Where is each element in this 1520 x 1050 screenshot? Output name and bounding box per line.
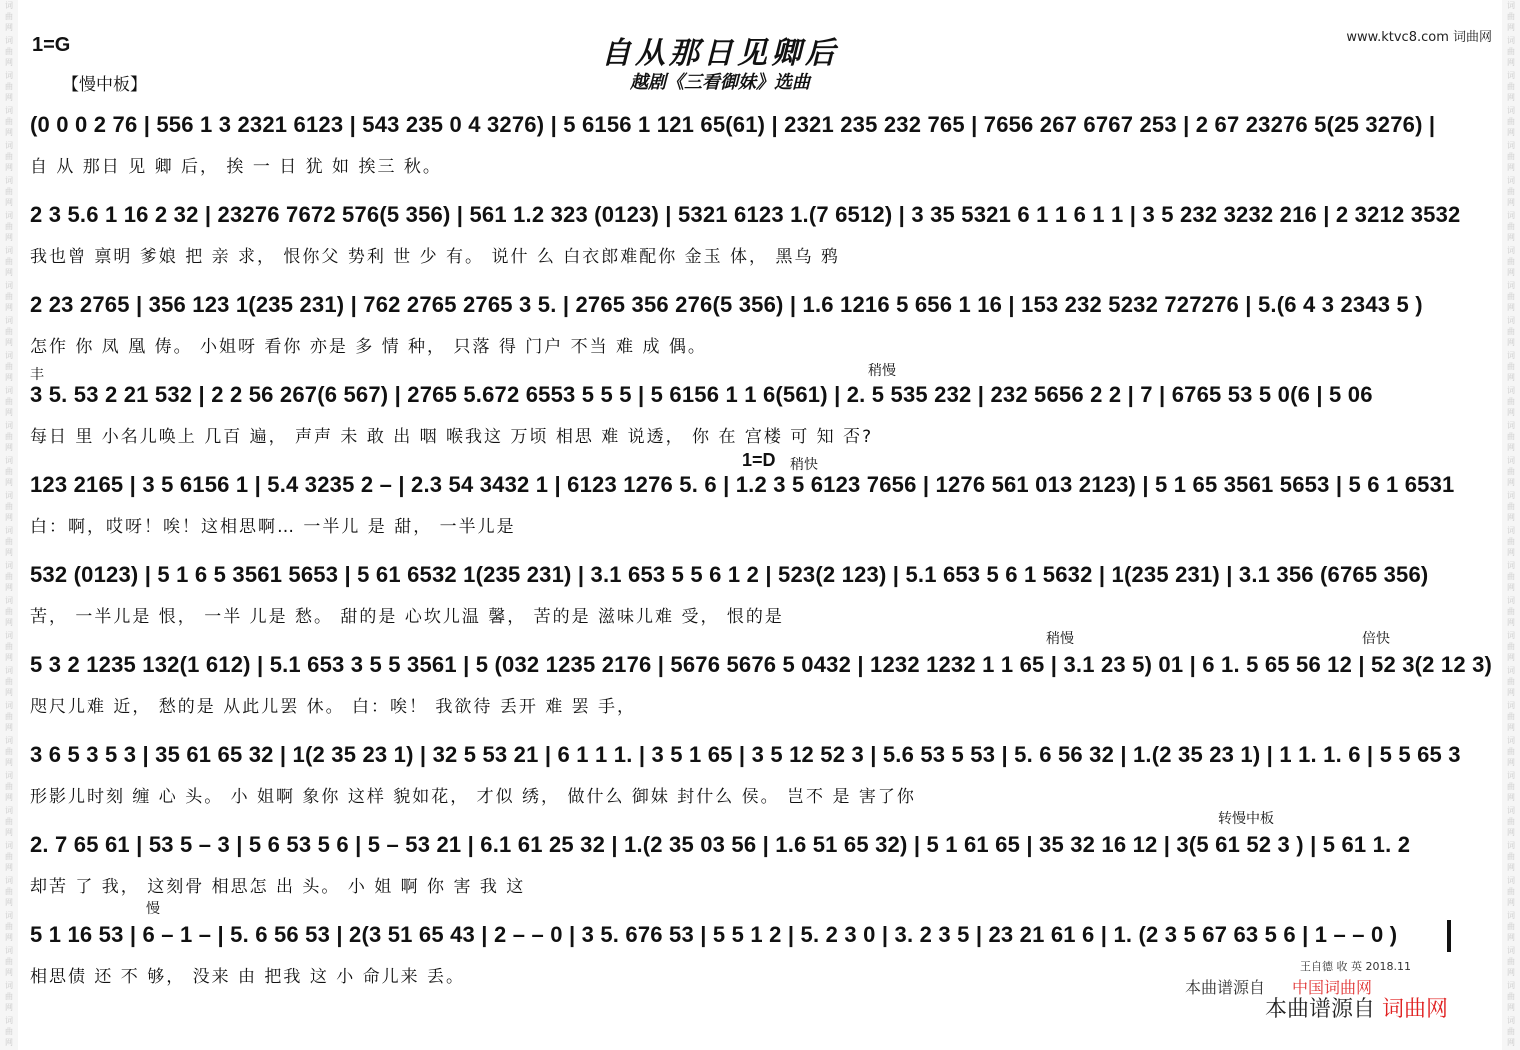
lyrics-line: 相思债 还 不 够， 没来 由 把我 这 小 命儿来 丢。 [30, 967, 466, 986]
lyrics-line: 自 从 那日 见 卿 后， 挨 一 日 犹 如 挨三 秋。 [30, 157, 442, 176]
notation-line: (0 0 0 2 76 | 556 1 3 2321 6123 | 543 235 0 4 3276) | 5 6156 1 121 65(61) | 2321 235 232 765 | 7656 267 6767 253 | 2 67 23276 5(25 3276) | [30, 112, 1436, 137]
watermark-glyphs: 词 曲 网 [1507, 771, 1515, 802]
watermark-glyphs: 词 曲 网 [5, 141, 13, 172]
watermark-glyphs: 词 曲 网 [5, 561, 13, 592]
score-row-7 [30, 652, 1492, 742]
watermark-glyphs: 词 曲 网 [5, 71, 13, 102]
watermark-glyphs: 词 曲 网 [5, 736, 13, 767]
watermark-glyphs: 词 曲 网 [5, 176, 13, 207]
watermark-glyphs: 词 曲 网 [5, 771, 13, 802]
mark-slightly-fast: 稍快 [790, 457, 818, 473]
score-row-3 [30, 292, 1492, 382]
notation-line: 2. 7 65 61 | 53 5 – 3 | 5 6 53 5 6 | 5 – 53 21 | 6.1 61 25 32 | 1.(2 35 03 56 | 1.6 51 65 32) | 5 1 61 65 | 35 32 16 12 | 3(5 61 52 3 ) | 5 61 1. 2 [30, 832, 1411, 857]
website-label: www.ktvc8.com 词曲网 [1346, 30, 1492, 45]
watermark-glyphs: 词 曲 网 [1507, 351, 1515, 382]
right-watermark-strip [1502, 0, 1520, 1050]
watermark-glyphs: 词 曲 网 [1507, 281, 1515, 312]
watermark-glyphs: 词 曲 网 [1507, 911, 1515, 942]
watermark-glyphs: 词 曲 网 [1507, 1, 1515, 32]
score-row-2 [30, 202, 1492, 292]
watermark-glyphs: 词 曲 网 [5, 386, 13, 417]
watermark-glyphs: 词 曲 网 [5, 351, 13, 382]
source-prefix: 本曲谱源自 [1265, 997, 1376, 1022]
score-row-1 [30, 112, 1492, 202]
notation-line: 2 3 5.6 1 16 2 32 | 23276 7672 576(5 356) | 561 1.2 323 (0123) | 5321 6123 1.(7 6512) | 3 35 5321 6 1 1 6 1 1 | 3 5 232 3232 216 | 2 3212 3532 [30, 202, 1461, 227]
left-watermark-strip [0, 0, 18, 1050]
score-row-6 [30, 562, 1492, 652]
song-subtitle: 越剧《三看御妹》选曲 [630, 72, 810, 93]
watermark-glyphs: 词 曲 网 [5, 36, 13, 67]
lyrics-line: 形影儿时刻 缠 心 头。 小 姐啊 象你 这样 貌如花， 才似 绣， 做什么 御妹 封什么 侯。 岂不 是 害了你 [30, 787, 916, 806]
watermark-glyphs: 词 曲 网 [5, 666, 13, 697]
watermark-glyphs: 词 曲 网 [1507, 386, 1515, 417]
watermark-glyphs: 词 曲 网 [5, 1016, 13, 1047]
watermark-glyphs: 词 曲 网 [1507, 71, 1515, 102]
notation-line: 5 1 16 53 | 6 – 1 – | 5. 6 56 53 | 2(3 51 65 43 | 2 – – 0 | 3 5. 676 53 | 5 5 1 2 | 5. 2 3 0 | 3. 2 3 5 | 23 21 61 6 | 1. (2 3 5 67 63 5 6 | 1 – – 0 ) [30, 922, 1398, 947]
source-credit [1265, 992, 1448, 1023]
notation-line: 2 23 2765 | 356 123 1(235 231) | 762 2765 2765 3 5. | 2765 356 276(5 356) | 1.6 1216 5 656 1 16 | 153 232 5232 727276 | 5.(6 4 3 2343 5 ) [30, 292, 1423, 317]
watermark-glyphs: 词 曲 网 [5, 456, 13, 487]
watermark-glyphs: 词 曲 网 [1507, 596, 1515, 627]
key-signature: 1=G [32, 34, 71, 56]
lyrics-line: 白：啊，哎呀！唉！这相思啊… 一半儿 是 甜， 一半儿是 [30, 517, 516, 536]
notation-line: 3 5. 53 2 21 532 | 2 2 56 267(6 567) | 2765 5.672 6553 5 5 5 | 5 6156 1 1 6(561) | 2. 5 535 232 | 232 5656 2 2 | 7 | 6765 53 5 0(6 | 5 06 [30, 382, 1373, 407]
mark-key-change: 1=D [742, 450, 776, 470]
watermark-glyphs: 词 曲 网 [1507, 876, 1515, 907]
watermark-glyphs: 词 曲 网 [5, 981, 13, 1012]
watermark-glyphs: 词 曲 网 [5, 1, 13, 32]
transcriber-note: 王自德 收 英 2018.11 [1300, 960, 1411, 973]
watermark-glyphs: 词 曲 网 [5, 701, 13, 732]
watermark-glyphs: 词 曲 网 [1507, 456, 1515, 487]
mark-slow: 慢 [146, 901, 160, 917]
watermark-glyphs: 词 曲 网 [1507, 736, 1515, 767]
faded-site-watermark: 中国词曲网 [1292, 978, 1373, 997]
tempo-marking: 【慢中板】 [62, 75, 147, 95]
lyrics-line: 却苦 了 我， 这刻骨 相思怎 出 头。 小 姐 啊 你 害 我 这 [30, 877, 526, 896]
mark-slow-mid-tempo: 转慢中板 [1218, 811, 1274, 827]
lyrics-line: 苦， 一半儿是 恨， 一半 儿是 愁。 甜的是 心坎儿温 馨， 苦的是 滋味儿难 受， 恨的是 [30, 607, 784, 626]
watermark-glyphs: 词 曲 网 [5, 281, 13, 312]
score-row-5 [30, 472, 1492, 562]
watermark-glyphs: 词 曲 网 [5, 876, 13, 907]
watermark-glyphs: 词 曲 网 [1507, 981, 1515, 1012]
watermark-glyphs: 词 曲 网 [5, 211, 13, 242]
notation-line: 3 6 5 3 5 3 | 35 61 65 32 | 1(2 35 23 1) | 32 5 53 21 | 6 1 1 1. | 3 5 1 65 | 3 5 12 52 3 | 5.6 53 5 53 | 5. 6 56 32 | 1.(2 35 23 1) | 1 1. 1. 6 | 5 5 65 3 [30, 742, 1461, 767]
faded-source-watermark: 本曲谱源自 [1185, 978, 1266, 997]
watermark-glyphs: 词 曲 网 [5, 316, 13, 347]
watermark-glyphs: 词 曲 网 [1507, 141, 1515, 172]
watermark-glyphs: 词 曲 网 [1507, 316, 1515, 347]
mark-double-fast: 倍快 [1362, 631, 1390, 647]
watermark-glyphs: 词 曲 网 [1507, 246, 1515, 277]
source-site-link[interactable]: 词曲网 [1382, 997, 1449, 1022]
notation-line: 5 3 2 1235 132(1 612) | 5.1 653 3 5 5 3561 | 5 (032 1235 2176 | 5676 5676 5 0432 | 1232 1232 1 1 65 | 3.1 23 5) 01 | 6 1. 5 65 56 12 | 52 3(2 12 3) [30, 652, 1492, 677]
watermark-glyphs: 词 曲 网 [1507, 36, 1515, 67]
watermark-glyphs: 词 曲 网 [5, 841, 13, 872]
watermark-glyphs: 词 曲 网 [5, 246, 13, 277]
lyrics-line: 怎作 你 凤 凰 俦。 小姐呀 看你 亦是 多 情 种， 只落 得 门户 不当 难 成 偶。 [30, 337, 707, 356]
watermark-glyphs: 词 曲 网 [5, 526, 13, 557]
watermark-glyphs: 词 曲 网 [1507, 631, 1515, 662]
watermark-glyphs: 词 曲 网 [1507, 806, 1515, 837]
mark-slightly-slow-2: 稍慢 [1046, 631, 1074, 647]
mark-trill: 丰 [30, 367, 44, 383]
song-title: 自从那日见卿后 [601, 36, 839, 71]
watermark-glyphs: 词 曲 网 [1507, 841, 1515, 872]
watermark-glyphs: 词 曲 网 [5, 491, 13, 522]
notation-line: 123 2165 | 3 5 6156 1 | 5.4 3235 2 – | 2.3 54 3432 1 | 6123 1276 5. 6 | 1.2 3 5 6123 7656 | 1276 561 013 2123) | 5 1 65 3561 5653 | 5 6 1 6531 [30, 472, 1455, 497]
watermark-glyphs: 词 曲 网 [1507, 106, 1515, 137]
watermark-glyphs: 词 曲 网 [5, 806, 13, 837]
watermark-glyphs: 词 曲 网 [1507, 211, 1515, 242]
watermark-glyphs: 词 曲 网 [5, 596, 13, 627]
watermark-glyphs: 词 曲 网 [1507, 946, 1515, 977]
score-row-9 [30, 832, 1492, 922]
lyrics-line: 我也曾 禀明 爹娘 把 亲 求， 恨你父 势利 世 少 有。 说什 么 白衣郎难配你 金玉 体， 黑乌 鸦 [30, 247, 840, 266]
watermark-glyphs: 词 曲 网 [5, 911, 13, 942]
watermark-glyphs: 词 曲 网 [1507, 1016, 1515, 1047]
watermark-glyphs: 词 曲 网 [5, 421, 13, 452]
watermark-glyphs: 词 曲 网 [1507, 666, 1515, 697]
watermark-glyphs: 词 曲 网 [5, 946, 13, 977]
watermark-glyphs: 词 曲 网 [1507, 561, 1515, 592]
watermark-glyphs: 词 曲 网 [5, 106, 13, 137]
watermark-glyphs: 词 曲 网 [5, 631, 13, 662]
watermark-glyphs: 词 曲 网 [1507, 526, 1515, 557]
lyrics-line: 咫尺儿难 近， 愁的是 从此儿罢 休。 白：唉！ 我欲待 丢开 难 罢 手， [30, 697, 637, 716]
lyrics-line: 每日 里 小名儿唤上 几百 遍， 声声 未 敢 出 咽 喉我这 万顷 相思 难 说透， 你 在 宫楼 可 知 否? [30, 427, 874, 446]
watermark-glyphs: 词 曲 网 [1507, 491, 1515, 522]
watermark-glyphs: 词 曲 网 [1507, 421, 1515, 452]
mark-slightly-slow: 稍慢 [868, 363, 896, 379]
final-barline [1447, 920, 1451, 952]
notation-line: 532 (0123) | 5 1 6 5 3561 5653 | 5 61 6532 1(235 231) | 3.1 653 5 5 6 1 2 | 523(2 123) | 5.1 653 5 6 1 5632 | 1(235 231) | 3.1 356 (6765 356) [30, 562, 1429, 587]
watermark-glyphs: 词 曲 网 [1507, 701, 1515, 732]
watermark-glyphs: 词 曲 网 [1507, 176, 1515, 207]
